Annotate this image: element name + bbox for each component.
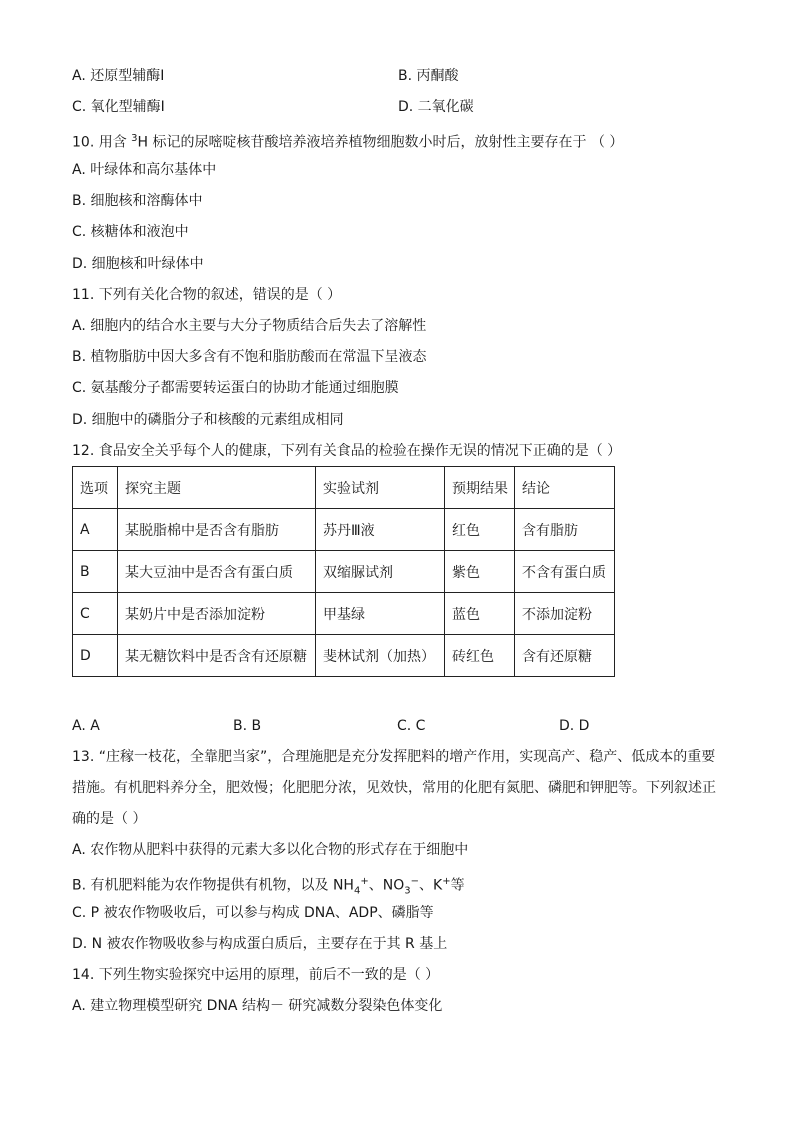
q12-answer-b: B. B	[233, 718, 262, 734]
q12-table	[72, 466, 615, 677]
q13-option-d: D. N 被农作物吸收参与构成蛋白质后，主要存在于其 R 基上	[72, 936, 448, 952]
table-cell: 双缩脲试剂	[316, 551, 445, 593]
table-cell: 蓝色	[445, 593, 515, 635]
table-cell: 甲基绿	[316, 593, 445, 635]
table-cell: B	[73, 551, 118, 593]
q10-stem-text: H 标记的尿嘧啶核苷酸培养液培养植物细胞数小时后，放射性主要存在于 （ ）	[137, 134, 624, 151]
q11-option-a: A. 细胞内的结合水主要与大分子物质结合后失去了溶解性	[72, 318, 427, 334]
q10-option-c: C. 核糖体和液泡中	[72, 224, 189, 240]
table-cell: 某大豆油中是否含有蛋白质	[118, 551, 316, 593]
q13-option-b-no: 、NO	[368, 877, 405, 894]
q11-option-d: D. 细胞中的磷脂分子和核酸的元素组成相同	[72, 412, 344, 428]
table-cell: 红色	[445, 509, 515, 551]
q9-option-d: D. 二氧化碳	[398, 99, 474, 115]
table-header-cell: 选项	[73, 467, 118, 509]
table-cell: 不添加淀粉	[515, 593, 615, 635]
q10-stem	[72, 129, 623, 153]
q13-stem-line3: 确的是（ ）	[72, 811, 147, 827]
table-row	[73, 635, 615, 677]
table-header-cell: 结论	[515, 467, 615, 509]
q13-stem-line1: 13. “庄稼一枝花，全靠肥当家”，合理施肥是充分发挥肥料的增产作用，实现高产、稳产、低成本的重要	[72, 749, 716, 765]
q11-option-c: C. 氨基酸分子都需要转运蛋白的协助才能通过细胞膜	[72, 380, 399, 396]
table-row	[73, 593, 615, 635]
q9-option-b: B. 丙酮酸	[398, 68, 459, 84]
table-row	[73, 509, 615, 551]
table-cell: 含有还原糖	[515, 635, 615, 677]
q9-option-c: C. 氧化型辅酶Ⅰ	[72, 99, 165, 115]
table-cell: 某脱脂棉中是否含有脂肪	[118, 509, 316, 551]
q12-answer-c: C. C	[397, 718, 426, 734]
table-cell: 不含有蛋白质	[515, 551, 615, 593]
q12-stem: 12. 食品安全关乎每个人的健康，下列有关食品的检验在操作无误的情况下正确的是（ ）	[72, 443, 622, 459]
no3-charge: −	[410, 876, 419, 887]
q13-stem-line2: 措施。有机肥料养分全，肥效慢；化肥肥分浓，见效快，常用的化肥有氮肥、磷肥和钾肥等。下列叙述正	[72, 780, 716, 796]
k-charge: +	[442, 876, 451, 887]
q13-option-b-text: B. 有机肥料能为农作物提供有机物，以及 NH	[72, 877, 354, 894]
table-header-cell: 探究主题	[118, 467, 316, 509]
table-header-row	[73, 467, 615, 509]
table-header-cell: 实验试剂	[316, 467, 445, 509]
table-cell: C	[73, 593, 118, 635]
table-cell: 斐林试剂（加热）	[316, 635, 445, 677]
q10-option-d: D. 细胞核和叶绿体中	[72, 256, 204, 272]
q10-prefix: 10. 用含	[72, 134, 127, 151]
q13-option-b-k: 、K	[419, 877, 443, 894]
table-row	[73, 551, 615, 593]
q11-option-b: B. 植物脂肪中因大多含有不饱和脂肪酸而在常温下呈液态	[72, 349, 427, 365]
nh4-charge: +	[360, 876, 369, 887]
q14-stem: 14. 下列生物实验探究中运用的原理，前后不一致的是（ ）	[72, 967, 440, 983]
table-cell: 某奶片中是否添加淀粉	[118, 593, 316, 635]
q9-option-a: A. 还原型辅酶Ⅰ	[72, 68, 165, 84]
q10-isotope-sup: 3	[131, 133, 138, 144]
q12-answer-d: D. D	[559, 718, 590, 734]
no3-subscript: 3	[404, 885, 411, 897]
q10-option-a: A. 叶绿体和高尔基体中	[72, 162, 217, 178]
nh4-subscript: 4	[353, 885, 361, 897]
q10-option-b: B. 细胞核和溶酶体中	[72, 193, 203, 209]
table-cell: A	[73, 509, 118, 551]
q13-option-a: A. 农作物从肥料中获得的元素大多以化合物的形式存在于细胞中	[72, 842, 469, 858]
q11-stem: 11. 下列有关化合物的叙述，错误的是（ ）	[72, 287, 342, 303]
table-cell: 苏丹Ⅲ液	[316, 509, 445, 551]
q13-option-c: C. P 被农作物吸收后，可以参与构成 DNA、ADP、磷脂等	[72, 905, 434, 921]
table-cell: 紫色	[445, 551, 515, 593]
table-cell: 含有脂肪	[515, 509, 615, 551]
table-cell: 砖红色	[445, 635, 515, 677]
q12-answer-a: A. A	[72, 718, 100, 734]
table-cell: 某无糖饮料中是否含有还原糖	[118, 635, 316, 677]
table-header-cell: 预期结果	[445, 467, 515, 509]
q13-option-b-end: 等	[450, 877, 465, 894]
q14-option-a: A. 建立物理模型研究 DNA 结构－ 研究减数分裂染色体变化	[72, 998, 443, 1014]
table-cell: D	[73, 635, 118, 677]
q13-option-b	[72, 872, 465, 901]
